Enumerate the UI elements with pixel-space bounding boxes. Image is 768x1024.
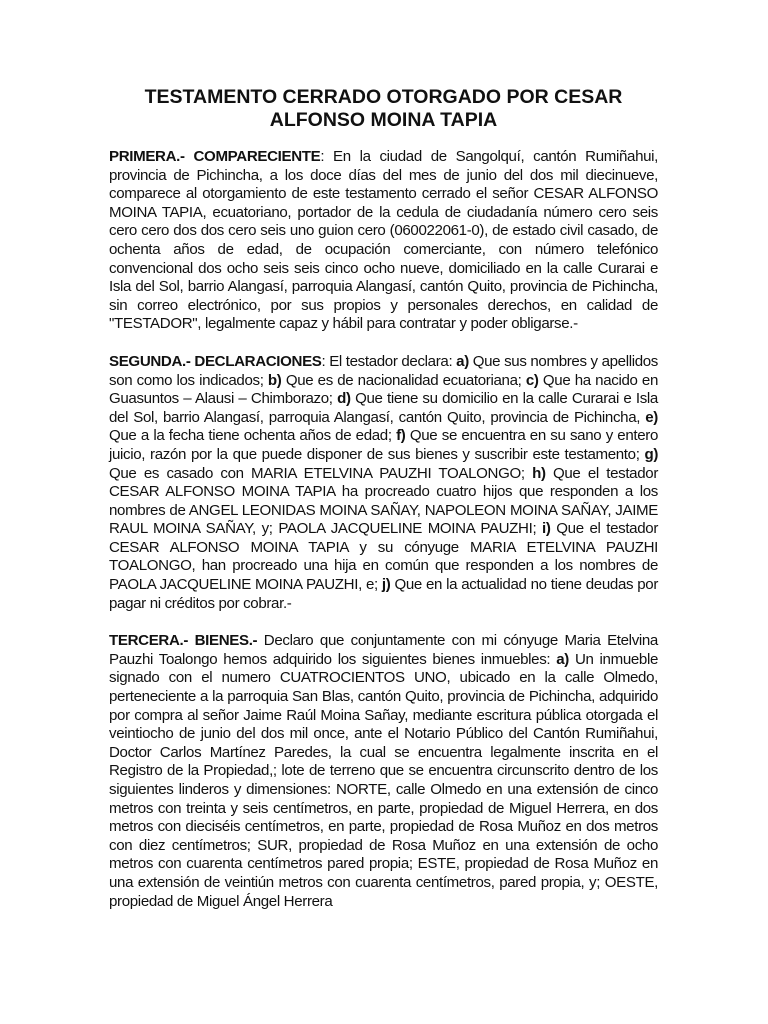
item-letter: b) xyxy=(267,371,282,389)
item-letter: i) xyxy=(542,520,551,538)
item-text: Un inmueble signado con el numero CUATROCIENTOS UNO, ubicado en la calle Olmedo, perteneciente a la parroquia San Blas, cantón Quito, provincia de Pichincha, adquirido por compra al señor Jaime Raúl Moina Sañay, mediante escritura pública otorgada el veintiocho de junio del dos mil once, ante el Notario Público del Cantón Rumiñahui, Doctor Carlos Martínez Paredes, la cual se encuentra legalmente inscrita en el Registro de la Propiedad,; lote de terreno que se encuentra circunscrito dentro de los siguientes linderos y dimensiones: NORTE, calle Olmedo en una extensión de cinco metros con treinta y seis centímetros, en parte, propiedad de Miguel Herrera, en dos metros con dieciséis centímetros, en parte, propiedad de Rosa Muñoz en dos metros con diez centímetros; SUR, propiedad de Rosa Muñoz en una extensión de ocho metros con cuarenta centímetros pared propia; ESTE, propiedad de Rosa Muñoz en una extensión de veintiún metros con cuarenta centímetros, pared propia, y; OESTE, propiedad de Miguel Ángel Herrera xyxy=(109,650,659,910)
item-letter: e) xyxy=(645,408,658,426)
clause-tercera xyxy=(109,632,658,911)
clause-heading: TERCERA.- BIENES.- xyxy=(109,632,258,650)
title-line-1: TESTAMENTO CERRADO OTORGADO POR CESAR xyxy=(144,86,623,108)
item-text: Que en la actualidad no tiene deudas por pagar ni créditos por cobrar.- xyxy=(109,576,658,612)
item-text: Que es casado con MARIA ETELVINA PAUZHI TOALONGO; xyxy=(109,464,533,482)
item-letter: j) xyxy=(381,576,391,594)
item-text: Que es de nacionalidad ecuatoriana; xyxy=(281,371,526,389)
item-letter: f) xyxy=(396,427,406,445)
item-text: Que ha nacido en Guasuntos – Alausi – Chimborazo; xyxy=(109,371,658,408)
item-text: Que el testador CESAR ALFONSO MOINA TAPIA ha procreado cuatro hijos que responden a los nombres de ANGEL LEONIDAS MOINA SAÑAY, NAPOLEON MOINA SAÑAY, JAIME RAUL MOINA SAÑAY, y; PAOLA JACQUELINE MOINA PAUZHI; xyxy=(109,464,658,538)
clause-text: : El testador declara: xyxy=(321,352,457,370)
clause-heading: PRIMERA.- COMPARECIENTE xyxy=(109,148,321,165)
item-letter: c) xyxy=(525,371,539,389)
item-text: Que el testador CESAR ALFONSO MOINA TAPIA y su cónyuge MARIA ETELVINA PAUZHI TOALONGO, han procreado una hija en común que responden a los nombres de PAOLA JACQUELINE MOINA PAUZHI, e; xyxy=(109,520,658,594)
item-letter: h) xyxy=(532,464,546,482)
item-letter: a) xyxy=(456,352,469,370)
document-page xyxy=(109,86,658,930)
clause-primera xyxy=(109,148,658,334)
clause-text: : En la ciudad de Sangolquí, cantón Rumiñahui, provincia de Pichincha, a los doce días del mes de junio del dos mil diecinueve, comparece al otorgamiento de este testamento cerrado el señor CESAR ALFONSO MOINA TAPIA, ecuatoriano, portador de la cedula de ciudadanía número cero seis cero cero dos dos cero seis uno guion cero (060022061-0), de estado civil casado, de ochenta años de edad, de ocupación comerciante, con número telefónico convencional dos ocho seis seis cinco ocho nueve, domiciliado en la calle Curarai e Isla del Sol, barrio Alangasí, parroquia Alangasí, cantón Quito, provincia de Pichincha, sin correo electrónico, por sus propios y personales derechos, en calidad de "TESTADOR", legalmente capaz y hábil para contratar y poder obligarse.- xyxy=(109,148,659,333)
item-letter: g) xyxy=(644,445,658,463)
item-text: Que tiene su domicilio en la calle Curarai e Isla del Sol, barrio Alangasí, parroquia Alangasí, cantón Quito, provincia de Pichincha, xyxy=(109,390,658,426)
item-text: Que a la fecha tiene ochenta años de edad; xyxy=(109,427,397,445)
item-letter: d) xyxy=(337,390,351,408)
clause-segunda xyxy=(109,353,658,613)
item-text: Que se encuentra en su sano y entero juicio, razón por la que puede disponer de sus bienes y suscribir este testamento; xyxy=(109,427,658,463)
clause-text: Declaro que conjuntamente con mi cónyuge Maria Etelvina Pauzhi Toalongo hemos adquirido los siguientes bienes inmuebles: xyxy=(109,632,658,668)
clause-heading: SEGUNDA.- DECLARACIONES xyxy=(109,352,322,370)
title-line-2: ALFONSO MOINA TAPIA xyxy=(269,109,498,131)
item-letter: a) xyxy=(556,650,569,668)
item-text: Que sus nombres y apellidos son como los indicados; xyxy=(109,352,658,389)
document-title xyxy=(109,86,658,132)
